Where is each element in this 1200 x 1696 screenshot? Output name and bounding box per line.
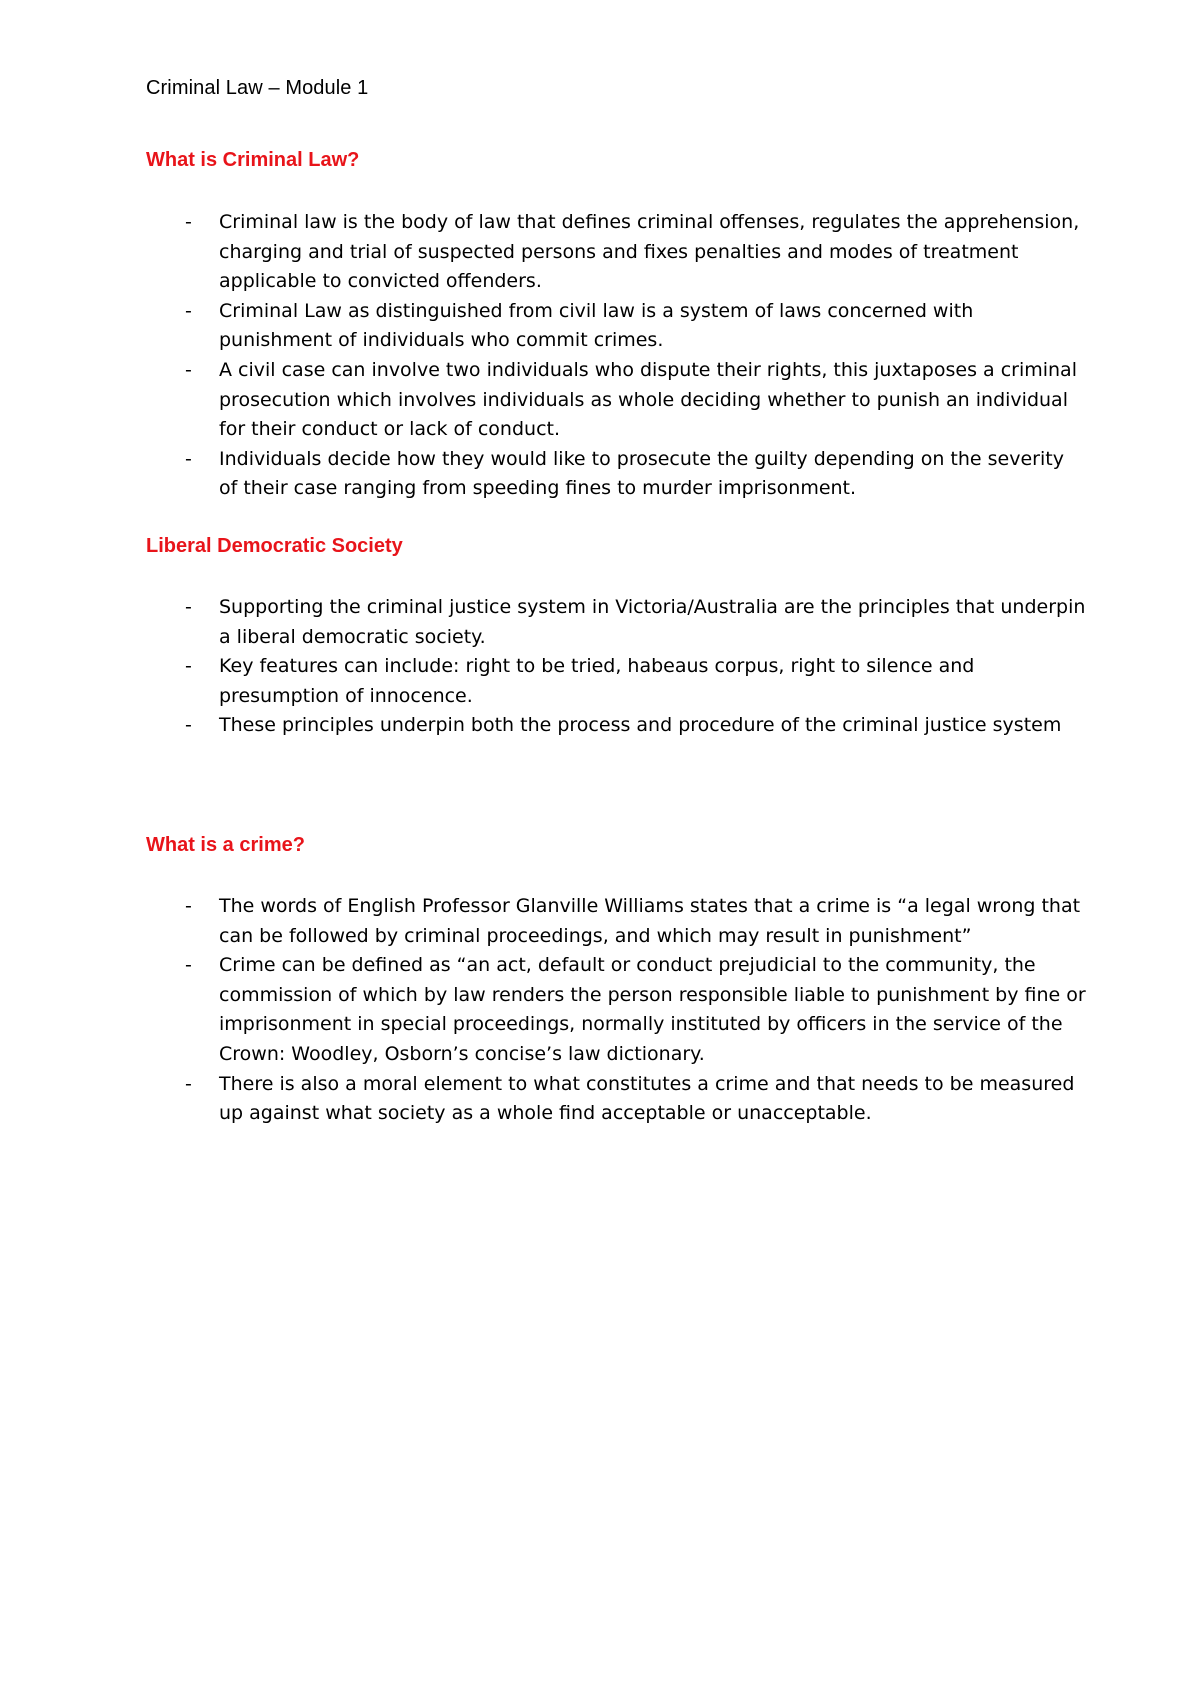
list-item [146,593,1086,652]
bullet-text: These principles underpin both the process and procedure of the criminal justice system [219,714,1062,737]
bullet-text: Criminal law is the body of law that defines criminal offenses, regulates the apprehension, charging and trial of suspected persons and fixes penalties and modes of treatment applicable to convicted offenders. [219,211,1080,293]
list-item [146,445,1086,504]
section-heading-what-is-a-crime: What is a crime? [146,834,305,856]
bullet-dash: - [185,895,192,917]
list-item [146,892,1086,951]
section-heading-liberal-democratic-society: Liberal Democratic Society [146,535,403,557]
bullet-text: There is also a moral element to what constitutes a crime and that needs to be measured up against what society as a whole find acceptable or unacceptable. [219,1072,1075,1125]
list-item [146,951,1086,1069]
bullet-dash: - [185,1072,192,1095]
bullet-dash: - [185,596,192,618]
list-item [146,1070,1086,1129]
bullet-list-what-is-criminal-law [146,208,1086,504]
list-item [146,297,1086,356]
list-item [146,208,1086,297]
bullet-text: The words of English Professor Glanville Williams states that a crime is “a legal wrong that can be followed by criminal proceedings, and which may result in punishment” [219,895,1081,947]
bullet-list-liberal-democratic-society [146,593,1086,741]
bullet-dash: - [185,954,192,977]
bullet-text: Criminal Law as distinguished from civil law is a system of laws concerned with punishment of individuals who commit crimes. [219,299,974,352]
bullet-dash: - [185,358,192,381]
bullet-dash: - [185,655,192,678]
section-heading-what-is-criminal-law: What is Criminal Law? [146,149,360,171]
bullet-text: Crime can be defined as “an act, default or conduct prejudicial to the community, the commission of which by law renders the person responsible liable to punishment by fine or imprisonment in special proceedings, normally instituted by officers in the service of the Crown: Woodley, Osborn’s concise’s law dictionary. [219,954,1086,1065]
bullet-dash: - [185,211,192,233]
list-item [146,652,1086,711]
bullet-dash: - [185,299,192,322]
bullet-dash: - [185,447,192,470]
bullet-text: Key features can include: right to be tried, habeaus corpus, right to silence and presumption of innocence. [219,655,975,707]
bullet-list-what-is-a-crime [146,892,1086,1129]
bullet-text: Supporting the criminal justice system in Victoria/Australia are the principles that underpin a liberal democratic society. [219,596,1086,648]
list-item [146,711,1086,741]
list-item [146,356,1086,445]
bullet-dash: - [185,714,192,737]
bullet-text: A civil case can involve two individuals who dispute their rights, this juxtaposes a criminal prosecution which involves individuals as whole deciding whether to punish an individual for their conduct or lack of conduct. [219,358,1077,441]
document-title: Criminal Law – Module 1 [146,77,369,99]
bullet-text: Individuals decide how they would like to prosecute the guilty depending on the severity of their case ranging from speeding fines to murder imprisonment. [219,447,1064,500]
